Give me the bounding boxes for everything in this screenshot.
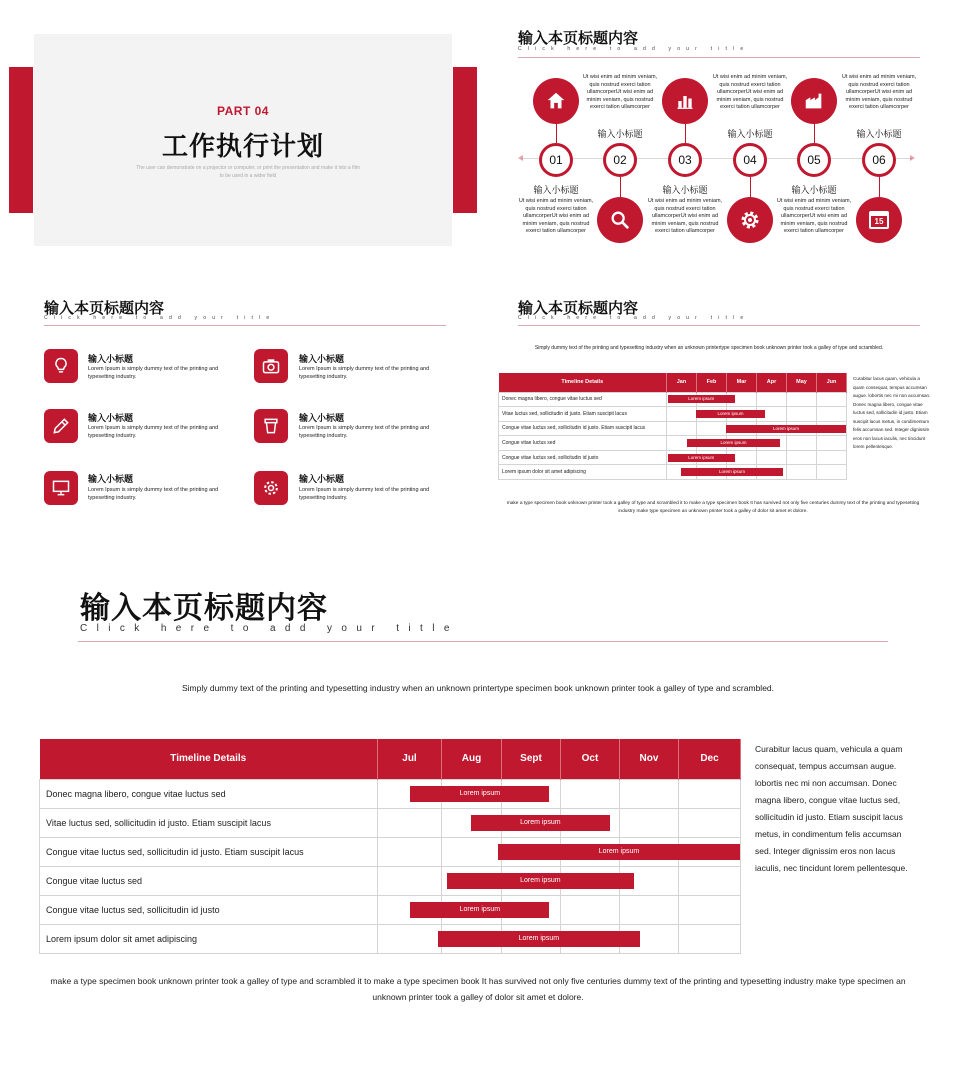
lightbulb-icon bbox=[44, 349, 78, 383]
item-title: 输入小标题 bbox=[299, 474, 345, 484]
item-text: Lorem Ipsum is simply dummy text of the printing and typesetting industry. bbox=[88, 425, 219, 439]
gantt-footer: make a type specimen book unknown printer took a galley of type and scrambled it to make a type specimen book It has survived not only five centuries dummy text of the printing and typesetting industry make type specimen an unknown printer took a galley of dolor sit amet et dolore. bbox=[50, 976, 906, 1002]
factory-icon bbox=[791, 78, 837, 124]
step-label: 输入小标题 bbox=[662, 185, 708, 195]
cover-subtitle: The user can demonstrate on a projector or computer, or print the presentation and make it into a film to be used in a wider field bbox=[136, 165, 360, 179]
gantt-bar: Lorem ipsum bbox=[726, 425, 846, 433]
gantt-footer: make a type specimen book unknown printer took a galley of type and scrambled it to make a type specimen book It has survived not only five centuries dummy text of the printing and typesetting industry make type specimen an unknown printer took a galley of dolor sit amet et dolore. bbox=[506, 501, 920, 514]
month-cell bbox=[787, 465, 817, 480]
gantt-intro: Simply dummy text of the printing and typesetting industry when an unknown printertype specimen book unknown printer took a galley of type and scrambled. bbox=[534, 345, 884, 351]
gantt-row bbox=[40, 808, 741, 837]
month-cell bbox=[679, 866, 741, 895]
gantt-row bbox=[40, 866, 741, 895]
item-title: 输入小标题 bbox=[88, 354, 134, 364]
title-divider bbox=[518, 325, 920, 326]
step-label: 输入小标题 bbox=[856, 129, 902, 139]
month-cell bbox=[787, 392, 817, 407]
month-cell bbox=[378, 808, 442, 837]
slide-title: 输入本页标题内容 bbox=[44, 300, 165, 317]
month-header: Dec bbox=[679, 739, 741, 779]
month-cell bbox=[620, 779, 679, 808]
cover-title: 工作执行计划 bbox=[161, 131, 324, 161]
month-header: Jul bbox=[378, 739, 442, 779]
step-text: Ut wisi enim ad minim veniam, quis nostrud exerci tation ullamcorperUt wisi enim ad minim veniam, quis nostrud exerci tation ullamcorper bbox=[582, 74, 658, 110]
item-text: Lorem Ipsum is simply dummy text of the printing and typesetting industry. bbox=[299, 366, 430, 380]
month-cell bbox=[679, 924, 741, 953]
step-number: 04 bbox=[733, 143, 767, 177]
gantt-table-large bbox=[39, 739, 740, 954]
month-cell bbox=[378, 837, 442, 866]
gantt-bar: Lorem ipsum bbox=[681, 468, 783, 476]
gantt-bar: Lorem ipsum bbox=[668, 395, 736, 403]
month-cell bbox=[667, 421, 697, 436]
gantt-side-text: Curabitur lacus quam, vehicula a quam consequat, tempus accumsan augue. lobortis nec mi non accumsan. Donec magna libero, congue vitae luctus sed, sollicitudin id justo. Etiam suscipit lacus metus, in condimentum felis accumsan sed. Integer dignissim eros non lacus iaculis, nec tincidunt lorem pellentesque. bbox=[755, 744, 908, 873]
slide-title: 输入本页标题内容 bbox=[80, 592, 328, 625]
month-cell bbox=[442, 837, 502, 866]
gantt-bar: Lorem ipsum bbox=[438, 931, 641, 947]
timeline-arrow-left bbox=[518, 155, 523, 161]
slide-subtitle: Click here to add your title bbox=[518, 46, 750, 52]
gantt-bar: Lorem ipsum bbox=[410, 902, 549, 918]
gantt-side-text: Curabitur lacus quam, vehicula a quam consequat, tempus accumsan augue. lobortis nec mi non accumsan. Donec magna libero, congue vitae luctus sed, sollicitudin id justo. Etiam suscipit lacus metus, in condimentum felis accumsan sed. Integer dignissim eros non lacus iaculis, nec tincidunt lorem pellentesque. bbox=[853, 376, 931, 449]
month-cell bbox=[667, 407, 697, 422]
month-cell bbox=[787, 407, 817, 422]
item-text: Lorem Ipsum is simply dummy text of the printing and typesetting industry. bbox=[299, 487, 430, 501]
month-cell bbox=[757, 450, 787, 465]
month-cell bbox=[817, 407, 847, 422]
slide-subtitle: Click here to add your title bbox=[518, 315, 750, 321]
month-header: Jan bbox=[667, 373, 697, 392]
month-cell bbox=[817, 465, 847, 480]
month-cell bbox=[378, 866, 442, 895]
cover-accent-bar-right bbox=[453, 67, 477, 213]
month-cell bbox=[757, 392, 787, 407]
task-label: Congue vitae luctus sed bbox=[40, 866, 378, 895]
month-cell bbox=[679, 808, 741, 837]
step-label: 输入小标题 bbox=[791, 185, 837, 195]
calendar-icon bbox=[856, 197, 902, 243]
title-divider bbox=[44, 325, 446, 326]
month-cell bbox=[561, 895, 620, 924]
cover-part-label: PART 04 bbox=[217, 104, 269, 118]
month-cell bbox=[817, 392, 847, 407]
gantt-bar: Lorem ipsum bbox=[498, 844, 740, 860]
timeline-axis bbox=[522, 158, 912, 159]
month-header: Aug bbox=[442, 739, 502, 779]
step-number: 02 bbox=[603, 143, 637, 177]
step-number: 03 bbox=[668, 143, 702, 177]
month-cell bbox=[378, 924, 442, 953]
task-label: Donec magna libero, congue vitae luctus sed bbox=[40, 779, 378, 808]
task-label: Congue vitae luctus sed, sollicitudin id justo bbox=[40, 895, 378, 924]
step-text: Ut wisi enim ad minim veniam, quis nostrud exerci tation ullamcorperUt wisi enim ad minim veniam, quis nostrud exerci tation ullamcorper bbox=[647, 198, 723, 234]
slide-subtitle: Click here to add your title bbox=[80, 623, 459, 634]
month-cell bbox=[679, 895, 741, 924]
gantt-header-label: Timeline Details bbox=[40, 739, 378, 779]
slide-subtitle: Click here to add your title bbox=[44, 315, 276, 321]
cover-accent-bar-left bbox=[9, 67, 33, 213]
month-cell bbox=[697, 421, 727, 436]
month-cell bbox=[620, 895, 679, 924]
gantt-bar: Lorem ipsum bbox=[668, 454, 736, 462]
gear-icon bbox=[727, 197, 773, 243]
cup-icon bbox=[254, 409, 288, 443]
step-label: 输入小标题 bbox=[597, 129, 643, 139]
step-number: 05 bbox=[797, 143, 831, 177]
gantt-bar: Lorem ipsum bbox=[471, 815, 610, 831]
month-cell bbox=[620, 808, 679, 837]
month-header: Apr bbox=[757, 373, 787, 392]
month-header: Sept bbox=[502, 739, 561, 779]
step-text: Ut wisi enim ad minim veniam, quis nostrud exerci tation ullamcorperUt wisi enim ad minim veniam, quis nostrud exerci tation ullamcorper bbox=[518, 198, 594, 234]
step-connector bbox=[750, 177, 751, 197]
month-header: Nov bbox=[620, 739, 679, 779]
gantt-table-small bbox=[498, 373, 846, 480]
step-number: 06 bbox=[862, 143, 896, 177]
step-number: 01 bbox=[539, 143, 573, 177]
gantt-header-label: Timeline Details bbox=[499, 373, 667, 392]
month-cell bbox=[817, 450, 847, 465]
month-cell bbox=[787, 436, 817, 451]
task-label: Donec magna libero, congue vitae luctus sed bbox=[499, 392, 667, 407]
title-divider bbox=[78, 641, 888, 642]
step-text: Ut wisi enim ad minim veniam, quis nostrud exerci tation ullamcorperUt wisi enim ad minim veniam, quis nostrud exerci tation ullamcorper bbox=[841, 74, 917, 110]
item-title: 输入小标题 bbox=[88, 413, 134, 423]
item-title: 输入小标题 bbox=[88, 474, 134, 484]
month-header: Jun bbox=[817, 373, 847, 392]
gantt-row bbox=[499, 465, 847, 480]
step-connector bbox=[685, 124, 686, 143]
search-icon bbox=[597, 197, 643, 243]
monitor-icon bbox=[44, 471, 78, 505]
item-text: Lorem Ipsum is simply dummy text of the printing and typesetting industry. bbox=[88, 487, 219, 501]
item-text: Lorem Ipsum is simply dummy text of the printing and typesetting industry. bbox=[88, 366, 219, 380]
slide-title: 输入本页标题内容 bbox=[518, 30, 639, 47]
gantt-bar: Lorem ipsum bbox=[410, 786, 549, 802]
pencil-icon bbox=[44, 409, 78, 443]
title-divider bbox=[518, 57, 920, 58]
item-text: Lorem Ipsum is simply dummy text of the printing and typesetting industry. bbox=[299, 425, 430, 439]
gantt-row bbox=[499, 407, 847, 422]
task-label: Congue vitae luctus sed, sollicitudin id justo bbox=[499, 450, 667, 465]
step-label: 输入小标题 bbox=[533, 185, 579, 195]
gantt-bar: Lorem ipsum bbox=[687, 439, 780, 447]
month-header: Oct bbox=[561, 739, 620, 779]
step-label: 输入小标题 bbox=[727, 129, 773, 139]
step-connector bbox=[556, 124, 557, 143]
step-connector bbox=[879, 177, 880, 197]
month-cell bbox=[679, 779, 741, 808]
gantt-row bbox=[499, 436, 847, 451]
step-connector bbox=[620, 177, 621, 197]
step-text: Ut wisi enim ad minim veniam, quis nostrud exerci tation ullamcorperUt wisi enim ad minim veniam, quis nostrud exerci tation ullamcorper bbox=[776, 198, 852, 234]
month-header: Mar bbox=[727, 373, 757, 392]
bar-chart-icon bbox=[662, 78, 708, 124]
task-label: Lorem ipsum dolor sit amet adipiscing bbox=[499, 465, 667, 480]
slide-title: 输入本页标题内容 bbox=[518, 300, 639, 317]
month-cell bbox=[817, 436, 847, 451]
task-label: Vitae luctus sed, sollicitudin id justo. Etiam suscipit lacus bbox=[40, 808, 378, 837]
task-label: Vitae luctus sed, sollicitudin id justo. Etiam suscipit lacus bbox=[499, 407, 667, 422]
gantt-bar: Lorem ipsum bbox=[447, 873, 635, 889]
gantt-row bbox=[40, 779, 741, 808]
calendar-day: 15 bbox=[869, 211, 889, 229]
task-label: Lorem ipsum dolor sit amet adipiscing bbox=[40, 924, 378, 953]
camera-icon bbox=[254, 349, 288, 383]
task-label: Congue vitae luctus sed, sollicitudin id justo. Etiam suscipit lacus bbox=[40, 837, 378, 866]
step-connector bbox=[814, 124, 815, 143]
month-cell bbox=[787, 450, 817, 465]
gantt-bar: Lorem ipsum bbox=[696, 410, 765, 418]
house-icon bbox=[533, 78, 579, 124]
item-title: 输入小标题 bbox=[299, 354, 345, 364]
task-label: Congue vitae luctus sed, sollicitudin id justo. Etiam suscipit lacus bbox=[499, 421, 667, 436]
gear-icon bbox=[254, 471, 288, 505]
gantt-intro: Simply dummy text of the printing and typesetting industry when an unknown printertype specimen book unknown printer took a galley of type and scrambled. bbox=[181, 683, 775, 693]
task-label: Congue vitae luctus sed bbox=[499, 436, 667, 451]
month-header: May bbox=[787, 373, 817, 392]
item-title: 输入小标题 bbox=[299, 413, 345, 423]
step-text: Ut wisi enim ad minim veniam, quis nostrud exerci tation ullamcorperUt wisi enim ad minim veniam, quis nostrud exerci tation ullamcorper bbox=[712, 74, 788, 110]
timeline-arrow-right bbox=[910, 155, 915, 161]
month-cell bbox=[561, 779, 620, 808]
gantt-row bbox=[40, 895, 741, 924]
month-header: Feb bbox=[697, 373, 727, 392]
